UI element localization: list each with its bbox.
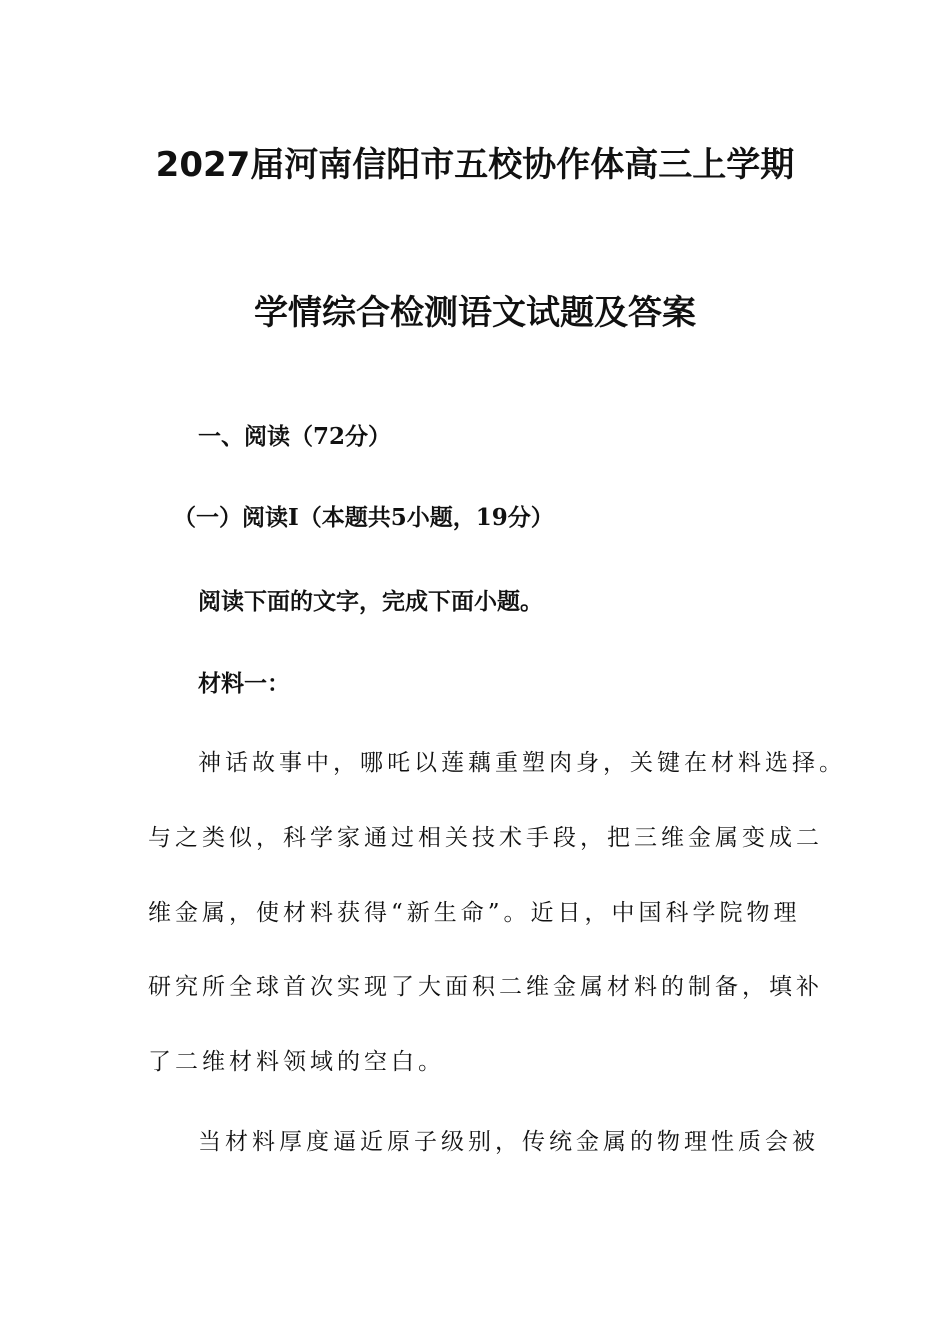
reading-instruction: 阅读下面的文字，完成下面小题。 <box>198 588 543 615</box>
paragraph-2-line: 当材料厚度逼近原子级别，传统金属的物理性质会被 <box>198 1129 819 1155</box>
paragraph-1-line: 研究所全球首次实现了大面积二维金属材料的制备，填补 <box>148 974 823 1000</box>
document-title-line-1: 2027届河南信阳市五校协作体高三上学期 <box>155 145 795 185</box>
paragraph-1-line: 与之类似，科学家通过相关技术手段，把三维金属变成二 <box>148 825 823 851</box>
paragraph-1-line: 神话故事中，哪吒以莲藕重塑肉身，关键在材料选择。 <box>198 750 846 776</box>
paragraph-1-line: 了二维材料领域的空白。 <box>148 1049 445 1075</box>
section-heading: 一、阅读（72分） <box>198 423 392 450</box>
paragraph-1-line: 维金属，使材料获得“新生命”。近日，中国科学院物理 <box>148 900 801 926</box>
material-label: 材料一： <box>198 670 290 697</box>
document-title-line-2: 学情综合检测语文试题及答案 <box>254 293 696 333</box>
subsection-heading: （一）阅读Ⅰ（本题共5小题，19分） <box>173 504 554 531</box>
